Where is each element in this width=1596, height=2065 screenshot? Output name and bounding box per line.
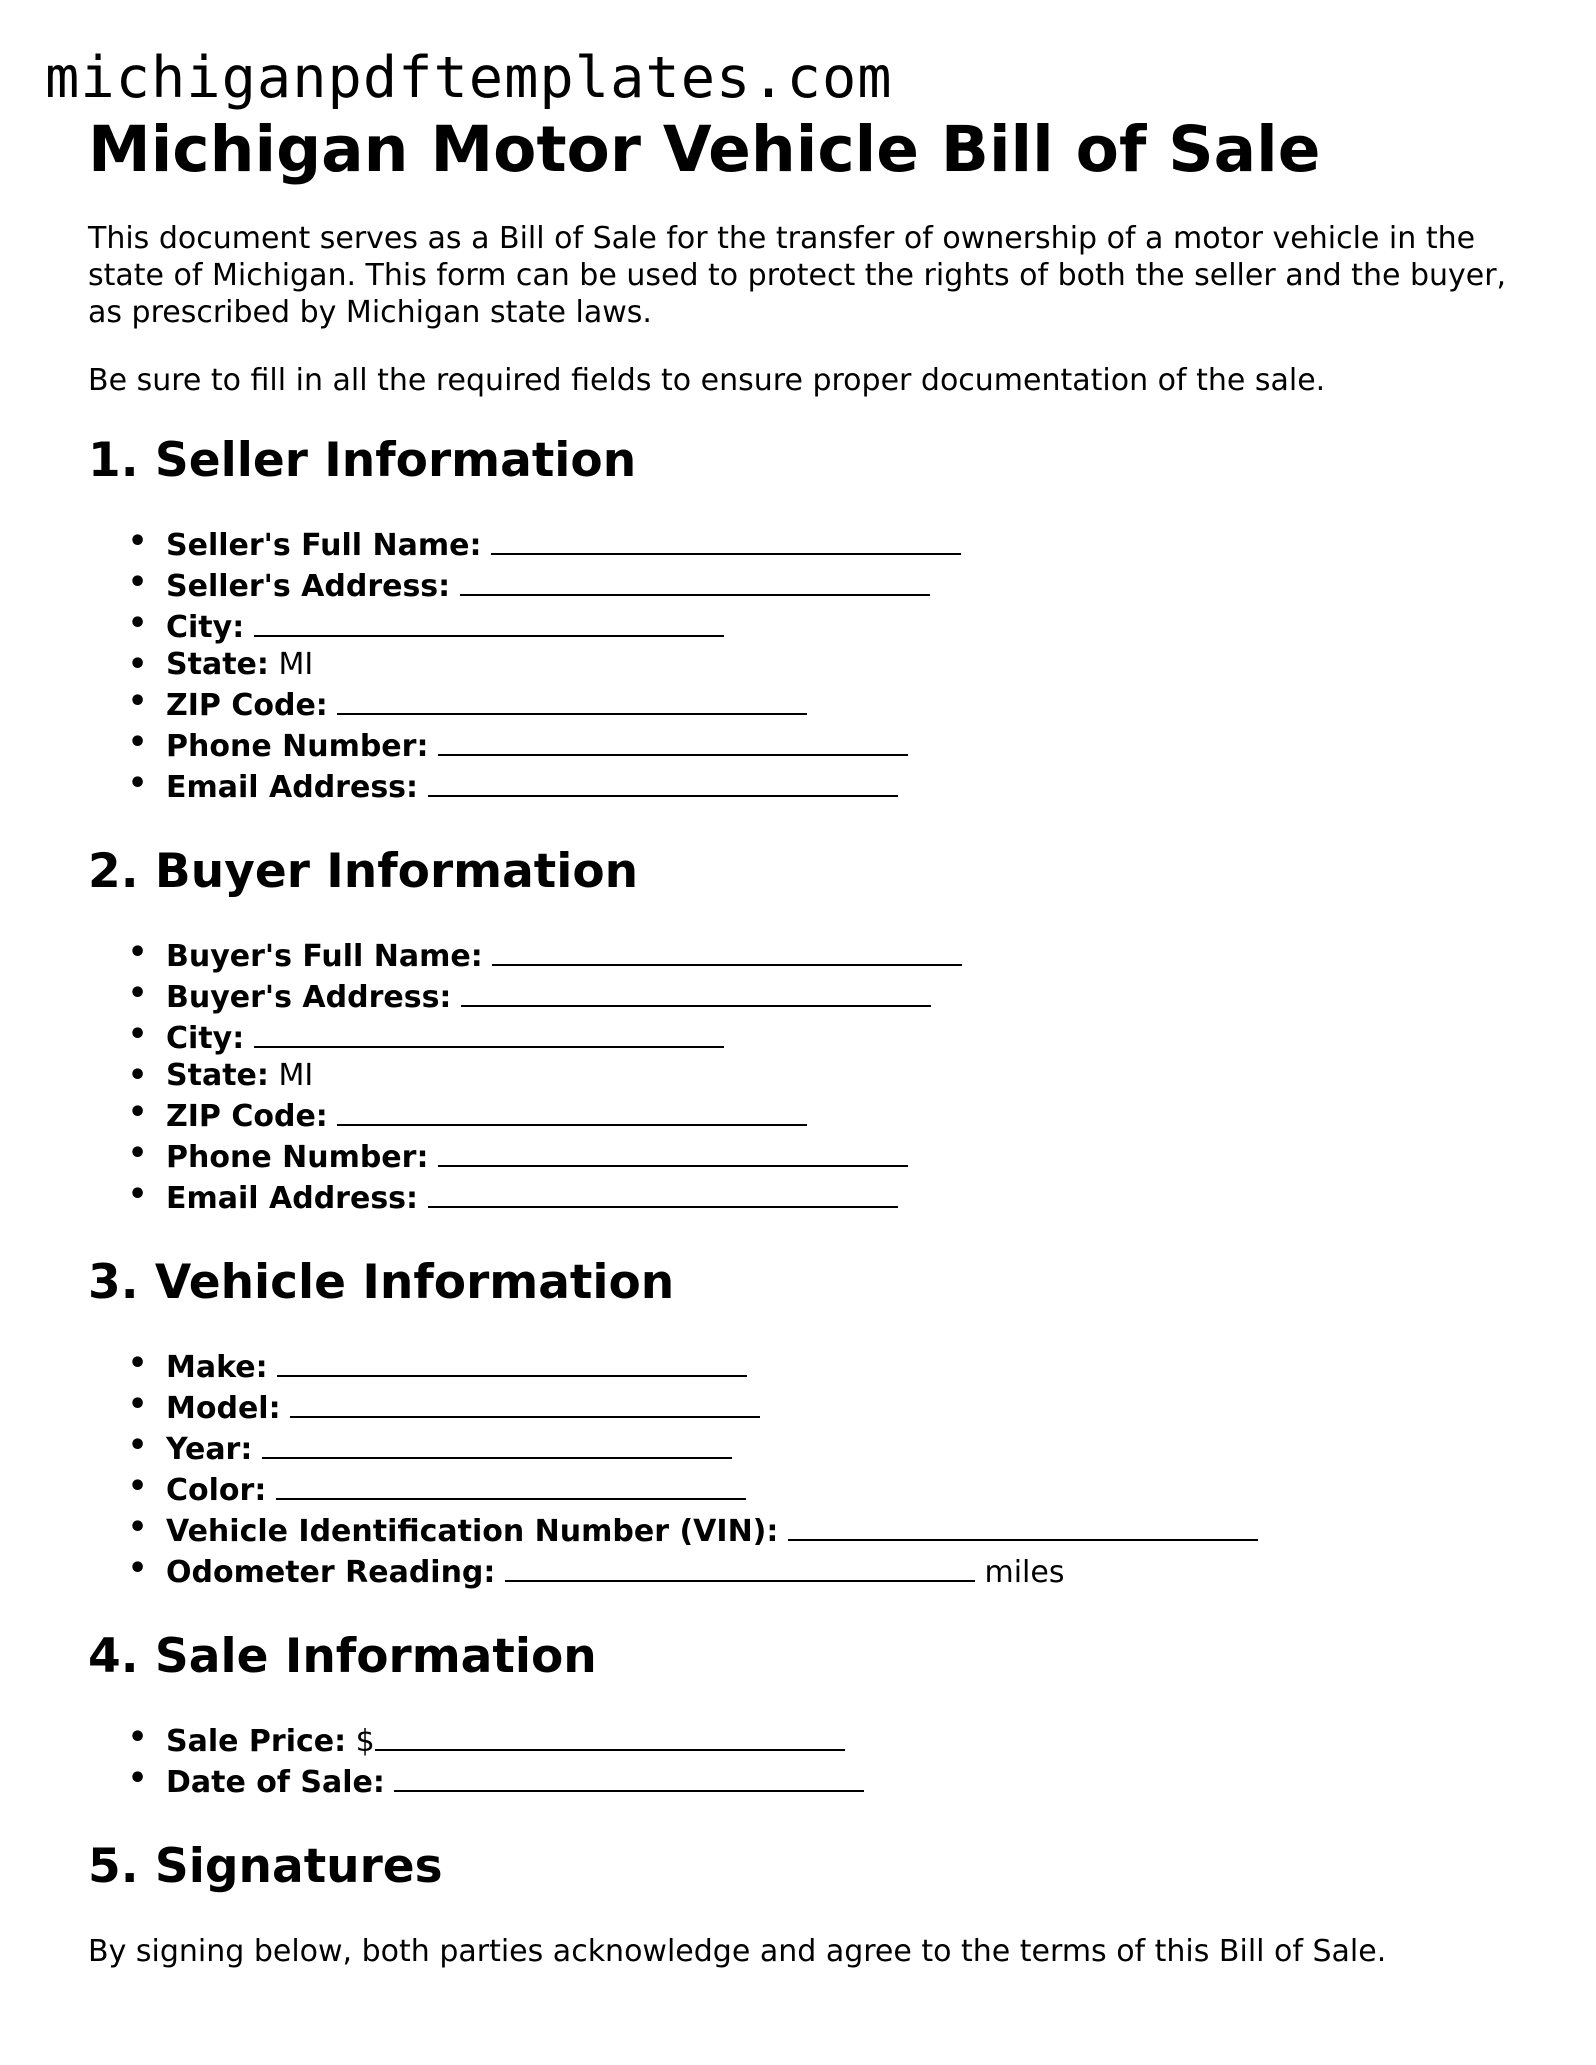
bullet-icon: •: [128, 1720, 148, 1755]
seller-city-blank[interactable]: [254, 605, 724, 637]
field-label: Vehicle Identification Number (VIN):: [166, 1514, 779, 1549]
vehicle-color-field: [128, 1468, 1508, 1509]
buyer-state-field: [128, 1057, 1508, 1094]
field-label: Make:: [166, 1350, 268, 1385]
vehicle-odometer-field: [128, 1550, 1508, 1591]
seller-field-list: [88, 523, 1508, 806]
buyer-field-list: [88, 934, 1508, 1217]
sale-field-list: [88, 1719, 1508, 1801]
bullet-icon: •: [128, 606, 148, 641]
signatures-section-heading: 5. Signatures: [88, 1839, 443, 1894]
field-label: Buyer's Full Name:: [166, 939, 483, 974]
sale-date-blank[interactable]: [394, 1760, 864, 1792]
sale-price-blank[interactable]: [375, 1719, 845, 1751]
buyer-email-field: [128, 1176, 1508, 1217]
bullet-icon: •: [128, 1346, 148, 1381]
seller-zip-field: [128, 683, 1508, 724]
bullet-icon: •: [128, 1469, 148, 1504]
intro-paragraph: This document serves as a Bill of Sale for the transfer of ownership of a motor vehicle in the state of Michigan. This form can be used to protect the rights of both the seller and the buyer, as prescribed by Michigan state laws.: [88, 221, 1507, 330]
bullet-icon: •: [128, 1095, 148, 1130]
seller-full-name-field: [128, 523, 1508, 564]
bullet-icon: •: [128, 976, 148, 1011]
field-label: City:: [166, 610, 245, 645]
buyer-email-blank[interactable]: [428, 1176, 898, 1208]
bullet-icon: •: [128, 1551, 148, 1586]
field-label: Phone Number:: [166, 1140, 429, 1175]
bullet-icon: •: [128, 1136, 148, 1171]
buyer-phone-blank[interactable]: [438, 1135, 908, 1167]
seller-zip-blank[interactable]: [337, 683, 807, 715]
bullet-icon: •: [128, 766, 148, 801]
buyer-full-name-blank[interactable]: [492, 934, 962, 966]
odometer-unit: miles: [984, 1555, 1065, 1590]
field-label: Buyer's Address:: [166, 980, 452, 1015]
seller-section-heading: 1. Seller Information: [88, 433, 637, 488]
vehicle-model-field: [128, 1386, 1508, 1427]
buyer-section-heading: 2. Buyer Information: [88, 844, 639, 899]
bullet-icon: •: [128, 1058, 148, 1093]
bullet-icon: •: [128, 1428, 148, 1463]
field-label: Email Address:: [166, 1181, 419, 1216]
field-label: Year:: [166, 1432, 253, 1467]
vehicle-vin-blank[interactable]: [788, 1509, 1258, 1541]
field-label: Email Address:: [166, 770, 419, 805]
seller-state-field: [128, 646, 1508, 683]
field-label: State:: [166, 1058, 269, 1093]
field-label: ZIP Code:: [166, 688, 328, 723]
seller-phone-field: [128, 724, 1508, 765]
vehicle-section-heading: 3. Vehicle Information: [88, 1255, 675, 1310]
buyer-phone-field: [128, 1135, 1508, 1176]
field-label: ZIP Code:: [166, 1099, 328, 1134]
buyer-address-field: [128, 975, 1508, 1016]
buyer-zip-field: [128, 1094, 1508, 1135]
field-label: Seller's Address:: [166, 569, 451, 604]
field-label: Odometer Reading:: [166, 1555, 496, 1590]
vehicle-color-blank[interactable]: [276, 1468, 746, 1500]
bullet-icon: •: [128, 935, 148, 970]
seller-address-field: [128, 564, 1508, 605]
instructions-paragraph: Be sure to fill in all the required fields to ensure proper documentation of the sale.: [88, 363, 1326, 398]
bullet-icon: •: [128, 565, 148, 600]
buyer-city-blank[interactable]: [254, 1016, 724, 1048]
field-label: City:: [166, 1021, 245, 1056]
field-label: Phone Number:: [166, 729, 429, 764]
sale-date-field: [128, 1760, 1508, 1801]
vehicle-model-blank[interactable]: [290, 1386, 760, 1418]
bullet-icon: •: [128, 1761, 148, 1796]
field-label: Model:: [166, 1391, 281, 1426]
bullet-icon: •: [128, 647, 148, 682]
seller-address-blank[interactable]: [460, 564, 930, 596]
buyer-city-field: [128, 1016, 1508, 1057]
vehicle-year-field: [128, 1427, 1508, 1468]
page-title: Michigan Motor Vehicle Bill of Sale: [88, 113, 1321, 186]
sale-price-field: [128, 1719, 1508, 1760]
field-label: State:: [166, 647, 269, 682]
vehicle-year-blank[interactable]: [262, 1427, 732, 1459]
field-label: Date of Sale:: [166, 1765, 385, 1800]
acknowledgement-text: By signing below, both parties acknowledge and agree to the terms of this Bill of Sale.: [88, 1934, 1387, 1969]
bullet-icon: •: [128, 1510, 148, 1545]
buyer-state-value: MI: [278, 1058, 314, 1093]
seller-email-field: [128, 765, 1508, 806]
watermark: michiganpdftemplates.com: [45, 45, 893, 111]
vehicle-vin-field: [128, 1509, 1508, 1550]
field-label: Seller's Full Name:: [166, 528, 482, 563]
bullet-icon: •: [128, 684, 148, 719]
vehicle-field-list: [88, 1345, 1508, 1591]
field-label: Sale Price:: [166, 1724, 347, 1759]
bullet-icon: •: [128, 1177, 148, 1212]
bullet-icon: •: [128, 1017, 148, 1052]
vehicle-make-field: [128, 1345, 1508, 1386]
seller-city-field: [128, 605, 1508, 646]
buyer-zip-blank[interactable]: [337, 1094, 807, 1126]
seller-state-value: MI: [278, 647, 314, 682]
buyer-address-blank[interactable]: [461, 975, 931, 1007]
buyer-full-name-field: [128, 934, 1508, 975]
bullet-icon: •: [128, 1387, 148, 1422]
field-label: Color:: [166, 1473, 267, 1508]
bullet-icon: •: [128, 524, 148, 559]
vehicle-odometer-blank[interactable]: [505, 1550, 975, 1582]
seller-phone-blank[interactable]: [438, 724, 908, 756]
currency-symbol: $: [355, 1724, 375, 1759]
vehicle-make-blank[interactable]: [277, 1345, 747, 1377]
seller-email-blank[interactable]: [428, 765, 898, 797]
bullet-icon: •: [128, 725, 148, 760]
sale-section-heading: 4. Sale Information: [88, 1629, 597, 1684]
document-page: [88, 110, 1508, 1970]
seller-full-name-blank[interactable]: [491, 523, 961, 555]
